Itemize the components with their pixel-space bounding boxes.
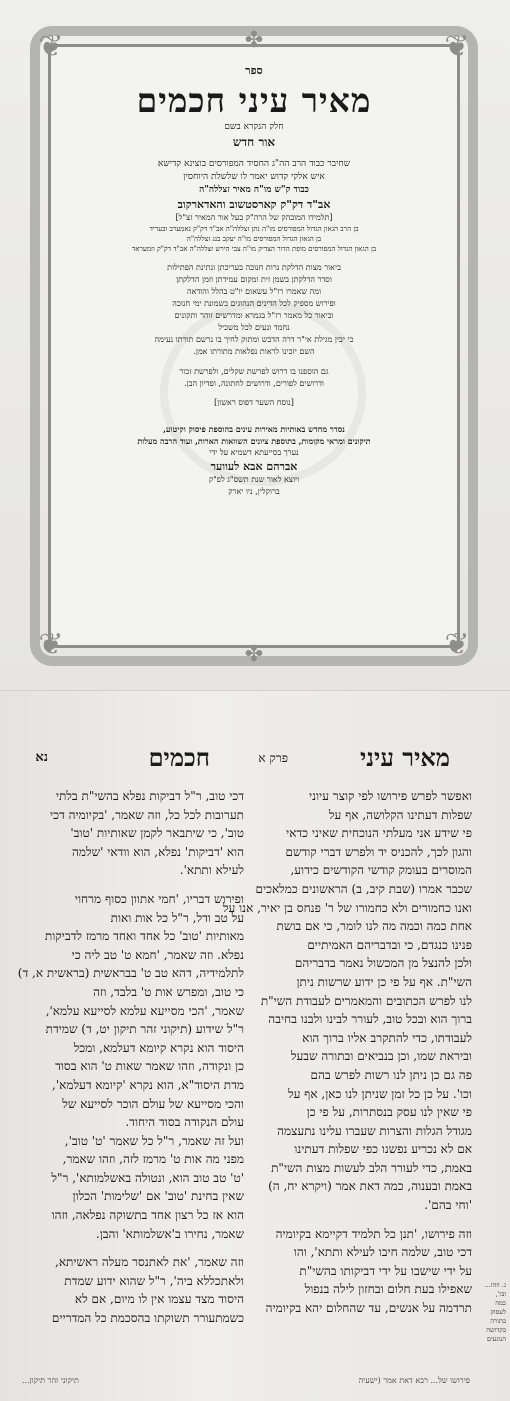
text-line: 'וחי בהם'. — [424, 1198, 472, 1213]
text-line: על טב ודל, ר"ל כל אות ואות — [110, 910, 244, 925]
author-line: אב"ד דק"ק קארסטשוב והאדארקוב — [177, 198, 331, 211]
text-line: דכי טוב, שלמה חיבו לעילא ותתא', והו — [293, 1245, 472, 1260]
text-line: השי"ת. אף על פי כן ידוע שרשות ניתן — [296, 974, 472, 989]
corner-ornament-icon: ❦ — [38, 627, 64, 662]
text-line: מפני מה אות ט' מרמז לזה, וזהו שאמר, — [62, 1152, 244, 1167]
text-line: נפלא. וזה שאמר, 'חמא ט' טב ליה כי — [71, 947, 244, 962]
text-line: ועל זה שאמר, ר"ל כל שאמר 'ט' טוב', — [64, 1133, 244, 1148]
top-ornament-icon: ✤ — [244, 28, 264, 53]
text-line: פי שאין לנו עסק בנסתרות, על פי כן — [306, 1105, 472, 1120]
text-line: לתלמידיה, דהא טב ט' בבראשית (בראשית א, ד) — [17, 966, 244, 981]
bottom-ornament-icon: ✤ — [244, 642, 264, 667]
text-line: 'ט' טב טוב הוא, ונטולה באשלמותא', ר"ל — [51, 1170, 244, 1185]
text-line: הוא אז כל רצון אחד בתשוקה נפלאה, וזהו — [51, 1208, 244, 1223]
text-line: ולאתכללא ביה', ר"ל שהוא ידוע שמדת — [64, 1273, 244, 1288]
book-title: מאיר עיני חכמים — [136, 81, 372, 120]
text-line: באמת ובענוה, כמה דאת אמר (ויקרא יח, ה) — [268, 1179, 472, 1194]
author-line: שחיבר כבוד הרב הה"ג החסיד המפורסים בוצינא קדישא — [157, 159, 351, 169]
text-line: מגודל הגלות והצרות שעברו עלינו נתעצמה — [277, 1123, 472, 1138]
publisher-line: תיקונים ומראי מקומות, בתוספת ציונים השוואות הארות, ועוד הרבה מעלות — [137, 436, 371, 446]
corner-ornament-icon: ❦ — [38, 29, 64, 64]
topic-line: השם יזכינו לראות נפלאות מתורתו אמן. — [193, 347, 315, 356]
text-line: כן ונקודה, וזהו שאמר שאות ט' הוא בסוד — [55, 1059, 244, 1074]
text-line: ברוך הוא ובכל טוב, לעורר לבינו ולבנו בחיבה — [268, 1012, 472, 1027]
text-line — [22, 880, 244, 890]
author-line: [תלמידו המובהק של הרה"ק בעל אור המאיר זצ"ל] — [175, 213, 333, 222]
text-line: פי שידע אני מעלתי הנוכחית שאיני כדאי — [286, 826, 472, 841]
side-note: ג. וזהו... ובו', כמה לעסוק בתורה בקדושה הנוגעים — [484, 1281, 506, 1343]
text-line: טוב', כי שיתבאר לקמן שאותיות 'טוב' — [70, 826, 244, 841]
author-line: איש אלקי קדוש יאמר לו שלשלת היוחסין — [183, 172, 325, 182]
text-line: שפלות דעתינו הקלושה, אף על — [328, 807, 472, 822]
text-line: פנינו כנגדם, כי ובדבריהם האמיתיים — [307, 937, 472, 952]
sefer-label: ספר — [245, 64, 263, 77]
text-line: שאמר, נחירו ב'אשלמותא' והבן. — [95, 1226, 244, 1241]
text-line: המוסרים בעומק קודשי הקודשים כידוע, — [290, 863, 472, 878]
text-line: דכי טוב, ר"ל דביקות נפלא בהשי"ת בלתי — [55, 789, 244, 803]
text-page — [0, 690, 510, 1401]
left-column — [17, 787, 244, 1328]
text-line: כשמתעורר תשוקתו בהסכמת כל המדריים — [51, 1311, 244, 1326]
text-line: ר"ל שידוע (תיקוני זהר תיקון יט, ד) שמידת — [45, 1022, 244, 1037]
topic-line: ביאור מצות הדלקת נרות חנוכה בעריכתן ונתינת הפתילות — [167, 263, 341, 272]
text-line: וזה פירושו, 'תנן כל תלמיד דקיימא בקיומיה — [275, 1226, 472, 1241]
text-line: ולכן להנצל מן המכשול נאמר בדבריהם — [294, 956, 472, 971]
text-line: עולם הנקודה בסוד היחוד. — [125, 1115, 244, 1130]
addition-line: ודרושים לפורים, ודרושים לחתונה, ופדיון הבן. — [184, 379, 324, 388]
text-line — [22, 1243, 244, 1253]
corner-ornament-icon: ❦ — [444, 627, 470, 662]
part-name: אור חדש — [232, 135, 276, 149]
text-line: שכבר אמרו (שבת קיב, ב) הראשונים כמלאכים — [255, 881, 472, 896]
publisher-line: נסדר מחדש באותיות מאירות עינים בהוספת פיסוק וקיטוע, — [163, 424, 345, 434]
header-right-title: מאיר עיני — [359, 743, 450, 772]
footnote-left: תיקוני זהר תיקון... — [22, 1376, 79, 1385]
text-line: וכו'. על כן כל זמן שניתן לנו כאן, אף על — [287, 1086, 472, 1101]
text-line: לעבודתו, כדי להתקרב אליו ברוך הוא — [302, 1030, 472, 1045]
text-line: אם לא נכריע נפשנו כפי שפלות דעתינו — [294, 1142, 472, 1157]
publisher-line: ברוקלין, ניו יארק — [228, 487, 280, 496]
text-line: הוא 'דביקות' נפלא, הוא וודאי 'שלמה — [71, 844, 244, 859]
text-line: לעילא ותתא'. — [179, 863, 244, 878]
text-line: פה גם כן ניתן לנו רשות לפרש בהם — [310, 1067, 472, 1082]
text-line: כי טוב, ומפרש אות ט' בלבד, וזה — [93, 984, 244, 999]
text-line: ופירוש דבריו, 'חמי אתוון כסוף מרחוי — [74, 891, 244, 906]
title-page — [0, 0, 510, 690]
text-line: מדת היסוד"א, הוא נקרא 'קיומא דעלמא', — [52, 1077, 244, 1092]
author-line: בן הגאון הגדול המפורסים מו"ה יעקב בנג זצללה"ה — [186, 235, 322, 243]
text-line: מאותיות 'טוב' כל אחד ואחד מרמז לדביקות — [44, 929, 244, 944]
author-line: כבוד ק"ש מו"ה מאיר זצללה"ה — [199, 185, 309, 195]
topic-line: כי יבין מגילת אי"ר דרה הדבש ומתוק לחיך בו נרשם תורתו נעימה — [154, 335, 354, 344]
text-line: על ידי שישבו על ידי דביקותו בהשי"ת — [299, 1263, 472, 1278]
footnote-right: פירושו של... רבא דאת אמר (ישעיה — [358, 1376, 470, 1385]
publisher-line: נערך בסייעתא דשמיא על ידי — [209, 448, 299, 457]
text-line — [262, 1215, 472, 1225]
part-label: חלק הנקרא בשם — [224, 122, 284, 132]
text-line: וביראת שמו, וכן בנביאים ובתורה שבעל — [290, 1049, 472, 1064]
topic-line: ופירוש מספיק לכל הדינים הנהוגים בשמונת ימי חנוכה — [172, 299, 336, 308]
header-chapter: פרק א — [258, 751, 288, 765]
publisher-line: ויוצא לאור שנת תשס"ג לפ"ק — [208, 475, 300, 484]
text-line: אחת כמה וכמה מה לנו לומר, כי אם בושת — [276, 919, 472, 934]
title-page-content — [64, 56, 444, 498]
text-line: שאין בחינת 'טוב' אם 'שלימות' הכלון — [72, 1189, 244, 1204]
text-line: תערובות לכל כל, וזה שאמר, 'בקיומיה דכי — [49, 807, 244, 822]
text-line: ואנו כחמורים ולא כחמורו של ר' פנחס בן יאיר, אנו על — [222, 900, 472, 915]
header-left-title: חכמים — [148, 743, 210, 772]
topic-line: וביאור כל מאמר רז"ל בגמרא ומדרשים זוהר ותקונים — [174, 311, 334, 320]
text-line: ואפשר לפרש פירושו לפי קוצר עיוני — [308, 789, 472, 803]
author-line: בן הרב הגאון הגדול המפורסים מו"ה נתן זצללה"ה אב"ד דק"ק נאמערב ובעריד — [149, 225, 359, 233]
text-line: וזה שאמר, 'את לאתנסר מעלה ראשיתא, — [55, 1255, 244, 1270]
text-line: והכי מסייעא של עולם הוכר לסייעא של — [62, 1096, 244, 1111]
text-line: היסוד הוא נקרא קיומא דעלמא, ומכל — [73, 1040, 244, 1055]
text-line: שאפילו בעת חלום ובחזון לילה בנפול — [304, 1282, 472, 1297]
topic-line: נחמד ונעים לכל משכיל — [218, 323, 290, 332]
text-line: באמת, כדי לעורר הלב לעשות מצות השי"ת — [271, 1160, 472, 1175]
right-column — [222, 787, 472, 1318]
running-header — [0, 743, 510, 773]
addition-line: גם הוספנו בו דרוש לפרשת שקלים, ולפרשת זכור — [179, 367, 329, 376]
text-line: והגון לכך, להכניס יד ולפרש דברי קודשם — [285, 844, 472, 859]
text-line: תרדמה על אנשים, עד שהחלום יהא בקיומיה — [265, 1301, 472, 1316]
text-line: שאמר, 'הכי מסייעא עלמא לסייעא עלמא', — [45, 1003, 244, 1018]
topic-line: וסדר הדלקתן בשמן זית ומקום עמידתן וזמן הדלקתן — [176, 275, 332, 284]
author-line: בן הגאון הגדול המפורסים מופת הדור הצדיק מו"ה צבי הירש זצללה"ה אב"ד דק"ק וזמעראד — [131, 245, 377, 253]
page-number: נא — [35, 750, 48, 765]
topic-line: ומה שאמרו רז"ל עשאום יו"ט בהלל והודאה — [187, 287, 321, 296]
text-line: לנו לפרש הכתובים והמאמרים לעבודת השי"ת — [260, 993, 472, 1008]
text-line: היסוד מצד עצמו אין לו מיום, אם לא — [74, 1292, 244, 1307]
editor-name: אברהם אבא לעווער — [210, 460, 298, 473]
corner-ornament-icon: ❦ — [444, 29, 470, 64]
edition-note: [נוסח השער דפוס ראשון] — [214, 398, 294, 407]
